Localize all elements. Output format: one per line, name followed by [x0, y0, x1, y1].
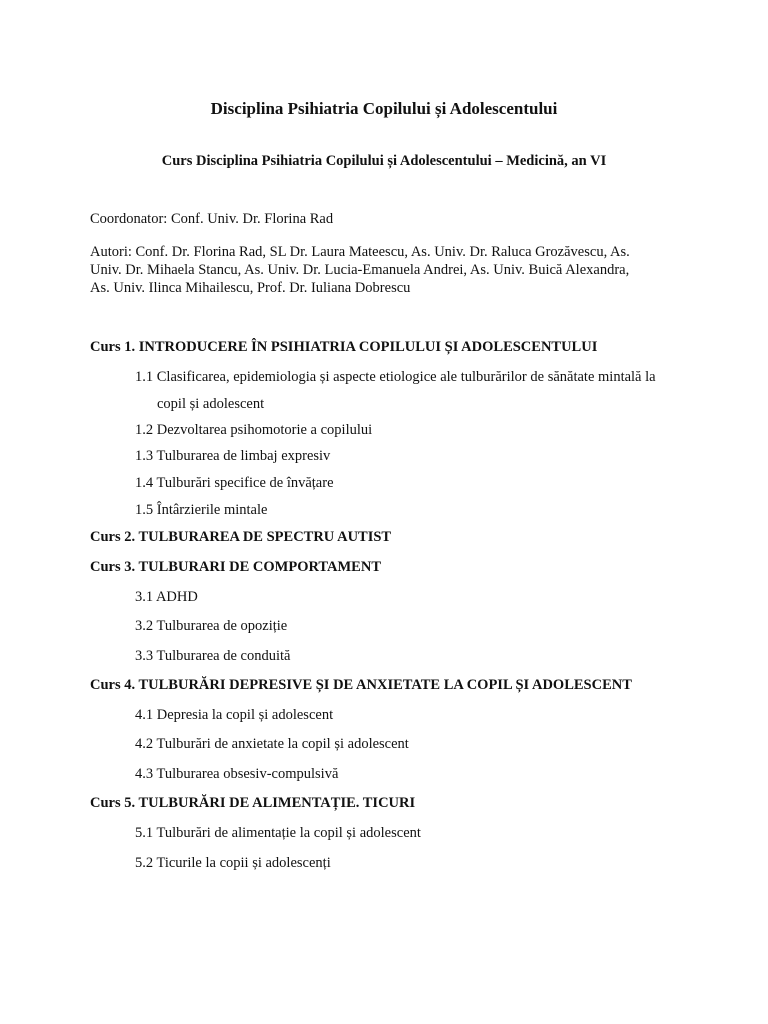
- authors-line: As. Univ. Ilinca Mihailescu, Prof. Dr. Iuliana Dobrescu: [90, 280, 411, 296]
- course-title: . INTRODUCERE ÎN PSIHIATRIA COPILULUI ȘI ADOLESCENTULUI: [131, 339, 598, 355]
- course-heading-5: [90, 795, 415, 812]
- course-item: 5.2 Ticurile la copii și adolescenți: [135, 855, 331, 871]
- course-title: TULBURARI DE COMPORTAMENT: [135, 559, 381, 575]
- course-item: 1.2 Dezvoltarea psihomotorie a copilului: [135, 422, 373, 438]
- authors-line: Univ. Dr. Mihaela Stancu, As. Univ. Dr. Lucia-Emanuela Andrei, As. Univ. Buică Alexandra,: [90, 262, 630, 278]
- course-item: 1.4 Tulburări specifice de învățare: [135, 475, 334, 491]
- course-item-continuation: copil și adolescent: [157, 396, 265, 412]
- course-item: 1.1 Clasificarea, epidemiologia și aspecte etiologice ale tulburărilor de sănătate mintală la: [135, 369, 656, 385]
- course-label: Curs 4.: [90, 677, 136, 693]
- course-title: TULBURĂRI DEPRESIVE ȘI DE ANXIETATE LA COPIL ȘI ADOLESCENT: [135, 677, 632, 693]
- coordinator-line: Coordonator: Conf. Univ. Dr. Florina Rad: [90, 211, 334, 227]
- course-item: 3.3 Tulburarea de conduită: [135, 648, 291, 664]
- document-title: Disciplina Psihiatria Copilului și Adolescentului: [210, 99, 558, 118]
- course-item: 4.3 Tulburarea obsesiv-compulsivă: [135, 766, 339, 782]
- course-item: 3.2 Tulburarea de opoziție: [135, 618, 288, 634]
- course-item: 4.2 Tulburări de anxietate la copil și adolescent: [135, 736, 409, 752]
- course-item: 1.5 Întârzierile mintale: [135, 502, 268, 518]
- course-label: Curs 3.: [90, 559, 136, 575]
- course-item: 1.3 Tulburarea de limbaj expresiv: [135, 448, 331, 464]
- course-heading-4: [90, 677, 632, 694]
- course-item: 4.1 Depresia la copil și adolescent: [135, 707, 334, 723]
- course-label: Curs 5.: [90, 795, 136, 811]
- course-heading-1: [90, 339, 597, 356]
- course-label: Curs 1: [90, 339, 132, 355]
- course-heading-3: [90, 559, 381, 576]
- course-item: 5.1 Tulburări de alimentație la copil și adolescent: [135, 825, 421, 841]
- authors-block: [90, 243, 680, 297]
- document-subtitle: Curs Disciplina Psihiatria Copilului și Adolescentului – Medicină, an VI: [161, 153, 607, 169]
- course-title: TULBURAREA DE SPECTRU AUTIST: [135, 529, 392, 545]
- authors-line: Autori: Conf. Dr. Florina Rad, SL Dr. Laura Mateescu, As. Univ. Dr. Raluca Grozăvescu, As.: [90, 244, 630, 260]
- course-label: Curs 2.: [90, 529, 136, 545]
- course-item: 3.1 ADHD: [135, 589, 198, 605]
- course-heading-2: [90, 529, 391, 546]
- course-title: TULBURĂRI DE ALIMENTAȚIE. TICURI: [135, 795, 416, 811]
